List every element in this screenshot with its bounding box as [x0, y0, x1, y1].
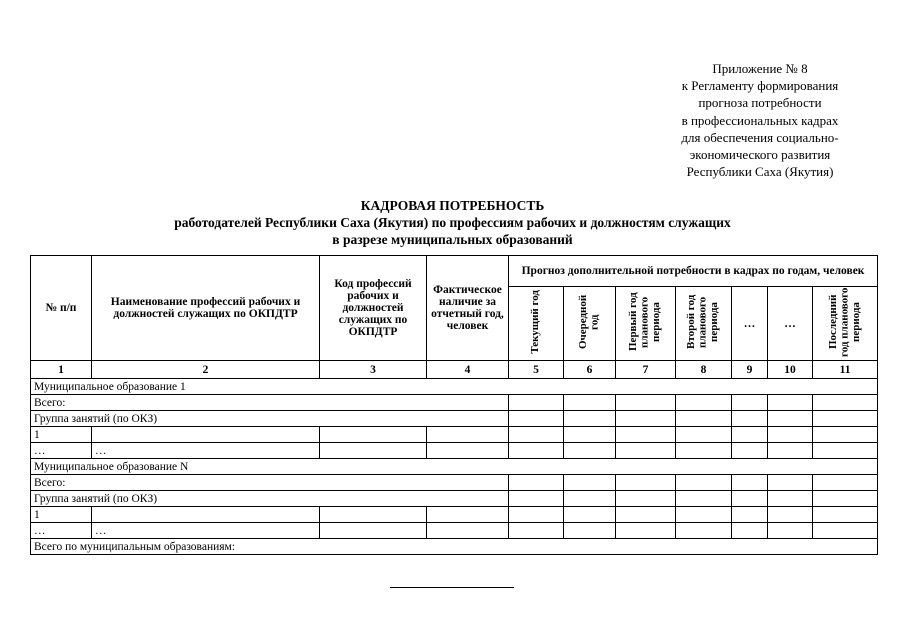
table-row [31, 475, 878, 491]
table-row [31, 459, 878, 475]
table-cell [509, 475, 564, 491]
table-cell [616, 523, 676, 539]
column-number: 4 [427, 361, 509, 379]
table-cell [813, 411, 878, 427]
table-cell [92, 507, 320, 523]
table-row [31, 523, 878, 539]
table-row [31, 395, 878, 411]
table-cell [676, 427, 732, 443]
row-number: … [31, 523, 92, 539]
table-cell [616, 491, 676, 507]
table-cell [616, 507, 676, 523]
header-year [813, 287, 878, 361]
staffing-table [30, 255, 878, 555]
appendix-line: Приложение № 8 [712, 61, 808, 76]
appendix-line: к Регламенту формирования [681, 78, 839, 94]
header-year [616, 287, 676, 361]
column-number: 10 [768, 361, 813, 379]
column-number: 11 [813, 361, 878, 379]
table-cell [509, 491, 564, 507]
table-row [31, 491, 878, 507]
row-number: 1 [31, 427, 92, 443]
row-name: … [92, 523, 320, 539]
table-cell [92, 427, 320, 443]
column-number: 3 [320, 361, 427, 379]
table-cell [732, 395, 768, 411]
table-cell [564, 427, 616, 443]
table-cell [676, 395, 732, 411]
header-year-ellipsis: … [768, 287, 813, 361]
header-year-ellipsis: … [732, 287, 768, 361]
total-label: Всего: [31, 475, 509, 491]
table-cell [427, 427, 509, 443]
table-cell [564, 491, 616, 507]
table-cell [732, 491, 768, 507]
header-num: № п/п [31, 256, 92, 361]
appendix-line: экономического развития [689, 147, 831, 163]
table-cell [509, 443, 564, 459]
table-cell [732, 475, 768, 491]
table-cell [732, 411, 768, 427]
table-cell [768, 395, 813, 411]
column-number: 1 [31, 361, 92, 379]
header-year [676, 287, 732, 361]
table-cell [427, 507, 509, 523]
appendix-line: для обеспечения социально- [681, 129, 839, 145]
table-cell [768, 507, 813, 523]
header-year-text: Последний год планового периода [826, 287, 862, 357]
column-number: 2 [92, 361, 320, 379]
table-cell [509, 427, 564, 443]
header-year-text: Второй год планового периода [685, 294, 721, 350]
table-cell [564, 507, 616, 523]
table-cell [768, 475, 813, 491]
column-number: 6 [564, 361, 616, 379]
column-number-row [31, 361, 878, 379]
table-cell [768, 443, 813, 459]
table-cell [616, 411, 676, 427]
appendix-line: прогноза потребности [698, 95, 822, 111]
table-cell [813, 427, 878, 443]
table-row [31, 427, 878, 443]
header-year-text: Очередной год [577, 294, 601, 350]
table-cell [813, 475, 878, 491]
appendix-line: Республики Саха (Якутия) [686, 164, 834, 180]
grand-total-label: Всего по муниципальным образованиям: [31, 539, 878, 555]
title-line: работодателей Республики Саха (Якутия) по профессиям рабочих и должностям служащих [174, 215, 731, 230]
table-cell [676, 491, 732, 507]
footnote-separator [390, 587, 514, 588]
header-year [564, 287, 616, 361]
table-cell [732, 523, 768, 539]
table-row [31, 379, 878, 395]
table-cell [564, 395, 616, 411]
table-row [31, 539, 878, 555]
table-row [31, 443, 878, 459]
table-cell [616, 443, 676, 459]
table-cell [564, 411, 616, 427]
table-cell [813, 395, 878, 411]
header-year-text: Текущий год [529, 290, 542, 354]
table-cell [768, 523, 813, 539]
table-cell [676, 475, 732, 491]
table-row [31, 507, 878, 523]
table-cell [676, 523, 732, 539]
row-name: … [92, 443, 320, 459]
header-name: Наименование профессий рабочих и должностей служащих по ОКПДТР [92, 256, 320, 361]
column-number: 9 [732, 361, 768, 379]
table-cell [564, 475, 616, 491]
column-number: 7 [616, 361, 676, 379]
table-cell [564, 443, 616, 459]
header-forecast: Прогноз дополнительной потребности в кадрах по годам, человек [509, 256, 878, 287]
table-cell [509, 507, 564, 523]
table-cell [427, 523, 509, 539]
table-cell [509, 523, 564, 539]
table-cell [320, 427, 427, 443]
table-cell [427, 443, 509, 459]
title-line: КАДРОВАЯ ПОТРЕБНОСТЬ [360, 198, 545, 213]
municipality-label: Муниципальное образование N [31, 459, 878, 475]
table-cell [616, 475, 676, 491]
column-number: 8 [676, 361, 732, 379]
table-cell [616, 395, 676, 411]
table-row [31, 411, 878, 427]
header-actual: Фактическое наличие за отчетный год, человек [427, 256, 509, 361]
table-cell [509, 411, 564, 427]
table-cell [813, 507, 878, 523]
group-label: Группа занятий (по ОКЗ) [31, 491, 509, 507]
table-cell [813, 523, 878, 539]
table-cell [732, 427, 768, 443]
header-year-text: Первый год планового периода [627, 292, 663, 352]
row-number: … [31, 443, 92, 459]
table-cell [732, 507, 768, 523]
appendix-reference [640, 60, 880, 180]
table-cell [564, 523, 616, 539]
table-cell [768, 427, 813, 443]
table-cell [320, 443, 427, 459]
table-cell [732, 443, 768, 459]
appendix-line: в профессиональных кадрах [681, 112, 839, 128]
table-cell [768, 411, 813, 427]
column-number: 5 [509, 361, 564, 379]
table-cell [676, 443, 732, 459]
group-label: Группа занятий (по ОКЗ) [31, 411, 509, 427]
table-cell [676, 507, 732, 523]
header-code: Код профессий рабочих и должностей служащих по ОКПДТР [320, 256, 427, 361]
table-cell [616, 427, 676, 443]
title-line: в разрезе муниципальных образований [332, 232, 573, 247]
table-cell [768, 491, 813, 507]
table-cell [813, 443, 878, 459]
table-cell [676, 411, 732, 427]
total-label: Всего: [31, 395, 509, 411]
table-cell [509, 395, 564, 411]
municipality-label: Муниципальное образование 1 [31, 379, 878, 395]
table-cell [320, 507, 427, 523]
document-title [0, 197, 905, 248]
row-number: 1 [31, 507, 92, 523]
header-year [509, 287, 564, 361]
table-cell [320, 523, 427, 539]
table-cell [813, 491, 878, 507]
